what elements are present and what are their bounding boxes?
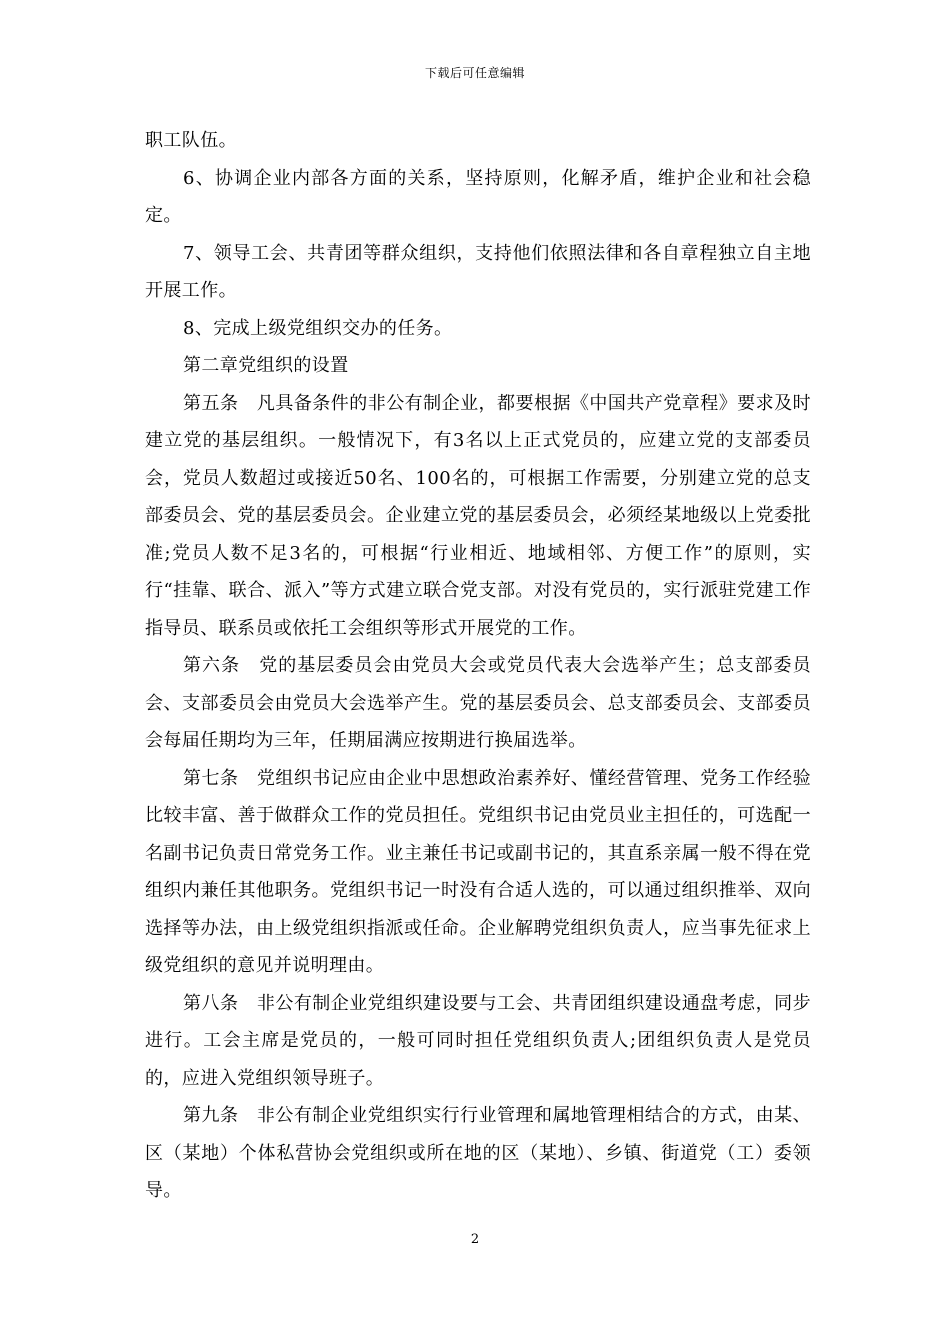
article-7: 第七条 党组织书记应由企业中思想政治素养好、懂经营管理、党务工作经验比较丰富、善于做群众工作的党员担任。党组织书记由党员业主担任的，可选配一名副书记负责日常党务工作。业主兼任书记或副书记的，其直系亲属一般不得在党组织内兼任其他职务。党组织书记一时没有合适人选的，可以通过组织推举、双向选择等办法，由上级党组织指派或任命。企业解聘党组织负责人，应当事先征求上级党组织的意见并说明理由。 xyxy=(145,767,811,976)
article-5: 第五条 凡具备条件的非公有制企业，都要根据《中国共产党章程》要求及时建立党的基层组织。一般情况下，有3名以上正式党员的，应建立党的支部委员会，党员人数超过或接近50名、100名的，可根据工作需要，分别建立党的总支部委员会、党的基层委员会。企业建立党的基层委员会，必须经某地级以上党委批准;党员人数不足3名的，可根据“行业相近、地域相邻、方便工作”的原则，实行“挂靠、联合、派入”等方式建立联合党支部。对没有党员的，实行派驻党建工作指导员、联系员或依托工会组织等形式开展党的工作。 xyxy=(145,392,811,639)
article-8: 第八条 非公有制企业党组织建设要与工会、共青团组织建设通盘考虑，同步进行。工会主席是党员的，一般可同时担任党组织负责人;团组织负责人是党员的，应进入党组织领导班子。 xyxy=(145,992,811,1089)
page-number: 2 xyxy=(470,1232,480,1247)
article-9: 第九条 非公有制企业党组织实行行业管理和属地管理相结合的方式，由某、区（某地）个体私营协会党组织或所在地的区（某地）、乡镇、街道党（工）委领导。 xyxy=(145,1105,811,1201)
page-header: 下载后可任意编辑 xyxy=(424,66,525,80)
article-6: 第六条 党的基层委员会由党员大会或党员代表大会选举产生；总支部委员会、支部委员会由党员大会选举产生。党的基层委员会、总支部委员会、支部委员会每届任期均为三年，任期届满应按期进行换届选举。 xyxy=(145,655,811,751)
paragraph-3: 7、领导工会、共青团等群众组织，支持他们依照法律和各自章程独立自主地开展工作。 xyxy=(145,242,811,301)
paragraph-1: 职工队伍。 xyxy=(145,130,237,151)
document-body xyxy=(145,122,811,1210)
chapter-heading: 第二章党组织的设置 xyxy=(183,355,349,376)
paragraph-2: 6、协调企业内部各方面的关系，坚持原则，化解矛盾，维护企业和社会稳定。 xyxy=(145,167,811,226)
paragraph-4: 8、完成上级党组织交办的任务。 xyxy=(183,317,453,339)
